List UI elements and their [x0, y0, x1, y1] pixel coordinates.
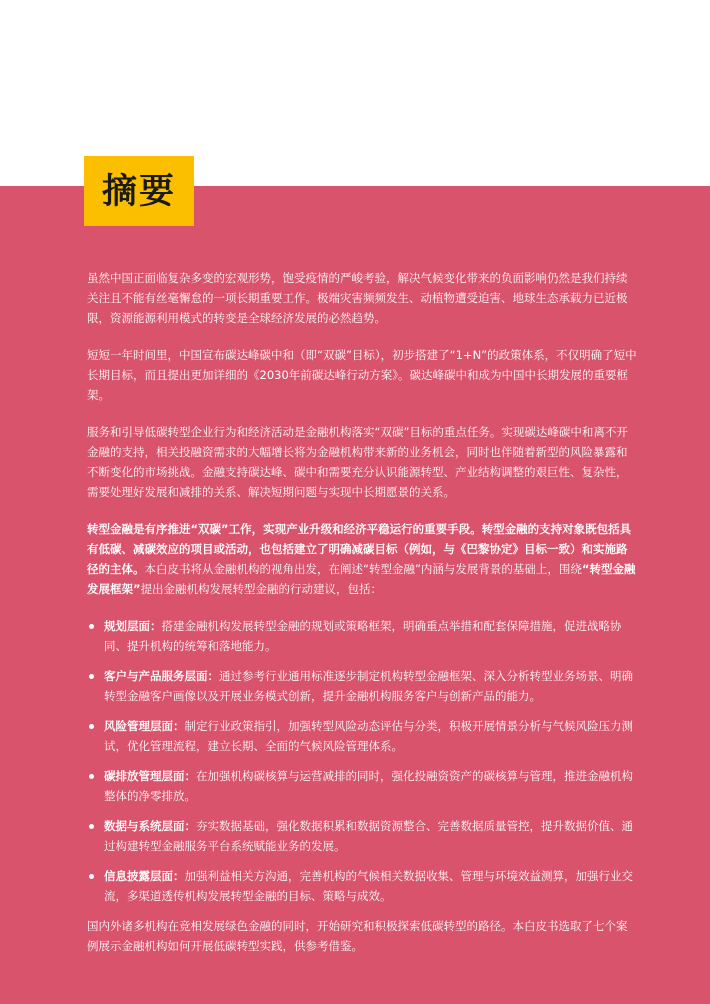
paragraph-5: 国内外诸多机构在竞相发展绿色金融的同时，开始研究和积极探索低碳转型的路径。本白皮书选取了七个案例展示金融机构如何开展低碳转型实践，供参考借鉴。	[87, 919, 628, 953]
action-list	[87, 616, 637, 906]
bullet-icon	[89, 674, 94, 679]
list-item-text: 制定行业政策指引，加强转型风险动态评估与分类，积极开展情景分析与气候风险压力测试，优化管理流程，建立长期、全面的气候风险管理体系。	[104, 719, 633, 753]
paragraph-4-bold-lead: 转型金融是有序推进“双碳”工作，实现产业升级和经济平稳运行的重要手段。转型金融的支持对象既包括具有低碳、减碳效应的项目或活动，也包括建立了明确减碳目标（例如，与《巴黎协定》目标一致）和实施路径的主体。	[87, 522, 632, 576]
paragraph-4-bold-framework: “转型金融发展框架”	[87, 562, 636, 596]
list-item-text: 夯实数据基础，强化数据积累和数据资源整合、完善数据质量管控，提升数据价值、通过构建转型金融服务平台系统赋能业务的发展。	[104, 819, 633, 853]
list-item-text: 加强利益相关方沟通，完善机构的气候相关数据收集、管理与环境效益测算，加强行业交流，多渠道透传机构发展转型金融的目标、策略与成效。	[104, 869, 633, 903]
list-item-label: 客户与产品服务层面：	[104, 669, 219, 683]
paragraph-2: 短短一年时间里，中国宣布碳达峰碳中和（即“双碳”目标），初步搭建了“1+N”的政策体系，不仅明确了短中长期目标，而且提出更加详细的《2030年前碳达峰行动方案》。碳达峰碳中和成为中国中长期发展的重要框架。	[87, 348, 637, 402]
list-item-label: 风险管理层面：	[104, 719, 185, 733]
list-item	[87, 766, 637, 806]
list-item-label: 碳排放管理层面：	[104, 769, 196, 783]
paragraph-4	[87, 519, 637, 599]
heading-box	[84, 156, 194, 226]
list-item-label: 规划层面：	[104, 619, 162, 633]
list-item-label: 信息披露层面：	[104, 869, 185, 883]
list-item	[87, 666, 637, 706]
bullet-icon	[89, 724, 94, 729]
bullet-icon	[89, 824, 94, 829]
paragraph-4-text-end: 提出金融机构发展转型金融的行动建议，包括：	[140, 582, 383, 596]
list-item-text: 在加强机构碳核算与运营减排的同时，强化投融资资产的碳核算与管理，推进金融机构整体的净零排放。	[104, 769, 633, 803]
list-item-text: 通过参考行业通用标准逐步制定机构转型金融框架、深入分析转型业务场景、明确转型金融客户画像以及开展业务模式创新，提升金融机构服务客户与创新产品的能力。	[104, 669, 633, 703]
list-item	[87, 816, 637, 856]
list-item	[87, 716, 637, 756]
list-item-label: 数据与系统层面：	[104, 819, 196, 833]
paragraph-4-text: 本白皮书将从金融机构的视角出发，在阐述“转型金融”内涵与发展背景的基础上，围绕	[144, 562, 582, 576]
summary-content	[87, 268, 637, 973]
bullet-icon	[89, 624, 94, 629]
list-item	[87, 616, 637, 656]
list-item	[87, 866, 637, 906]
page-title: 摘要	[101, 172, 176, 212]
list-item-text: 搭建金融机构发展转型金融的规划或策略框架，明确重点举措和配套保障措施，促进战略协同、提升机构的统筹和落地能力。	[104, 619, 622, 653]
paragraph-1: 虽然中国正面临复杂多变的宏观形势，饱受疫情的严峻考验，解决气候变化带来的负面影响仍然是我们持续关注且不能有丝毫懈怠的一项长期重要工作。极端灾害频频发生、动植物遭受迫害、地球生态承载力已近极限，资源能源利用模式的转变是全球经济发展的必然趋势。	[87, 271, 628, 325]
bullet-icon	[89, 774, 94, 779]
bullet-icon	[89, 874, 94, 879]
paragraph-3: 服务和引导低碳转型企业行为和经济活动是金融机构落实“双碳”目标的重点任务。实现碳达峰碳中和离不开金融的支持，相关投融资需求的大幅增长将为金融机构带来新的业务机会，同时也伴随着新型的风险暴露和不断变化的市场挑战。金融支持碳达峰、碳中和需要充分认识能源转型、产业结构调整的艰巨性、复杂性，需要处理好发展和减排的关系、解决短期问题与实现中长期愿景的关系。	[87, 425, 628, 499]
